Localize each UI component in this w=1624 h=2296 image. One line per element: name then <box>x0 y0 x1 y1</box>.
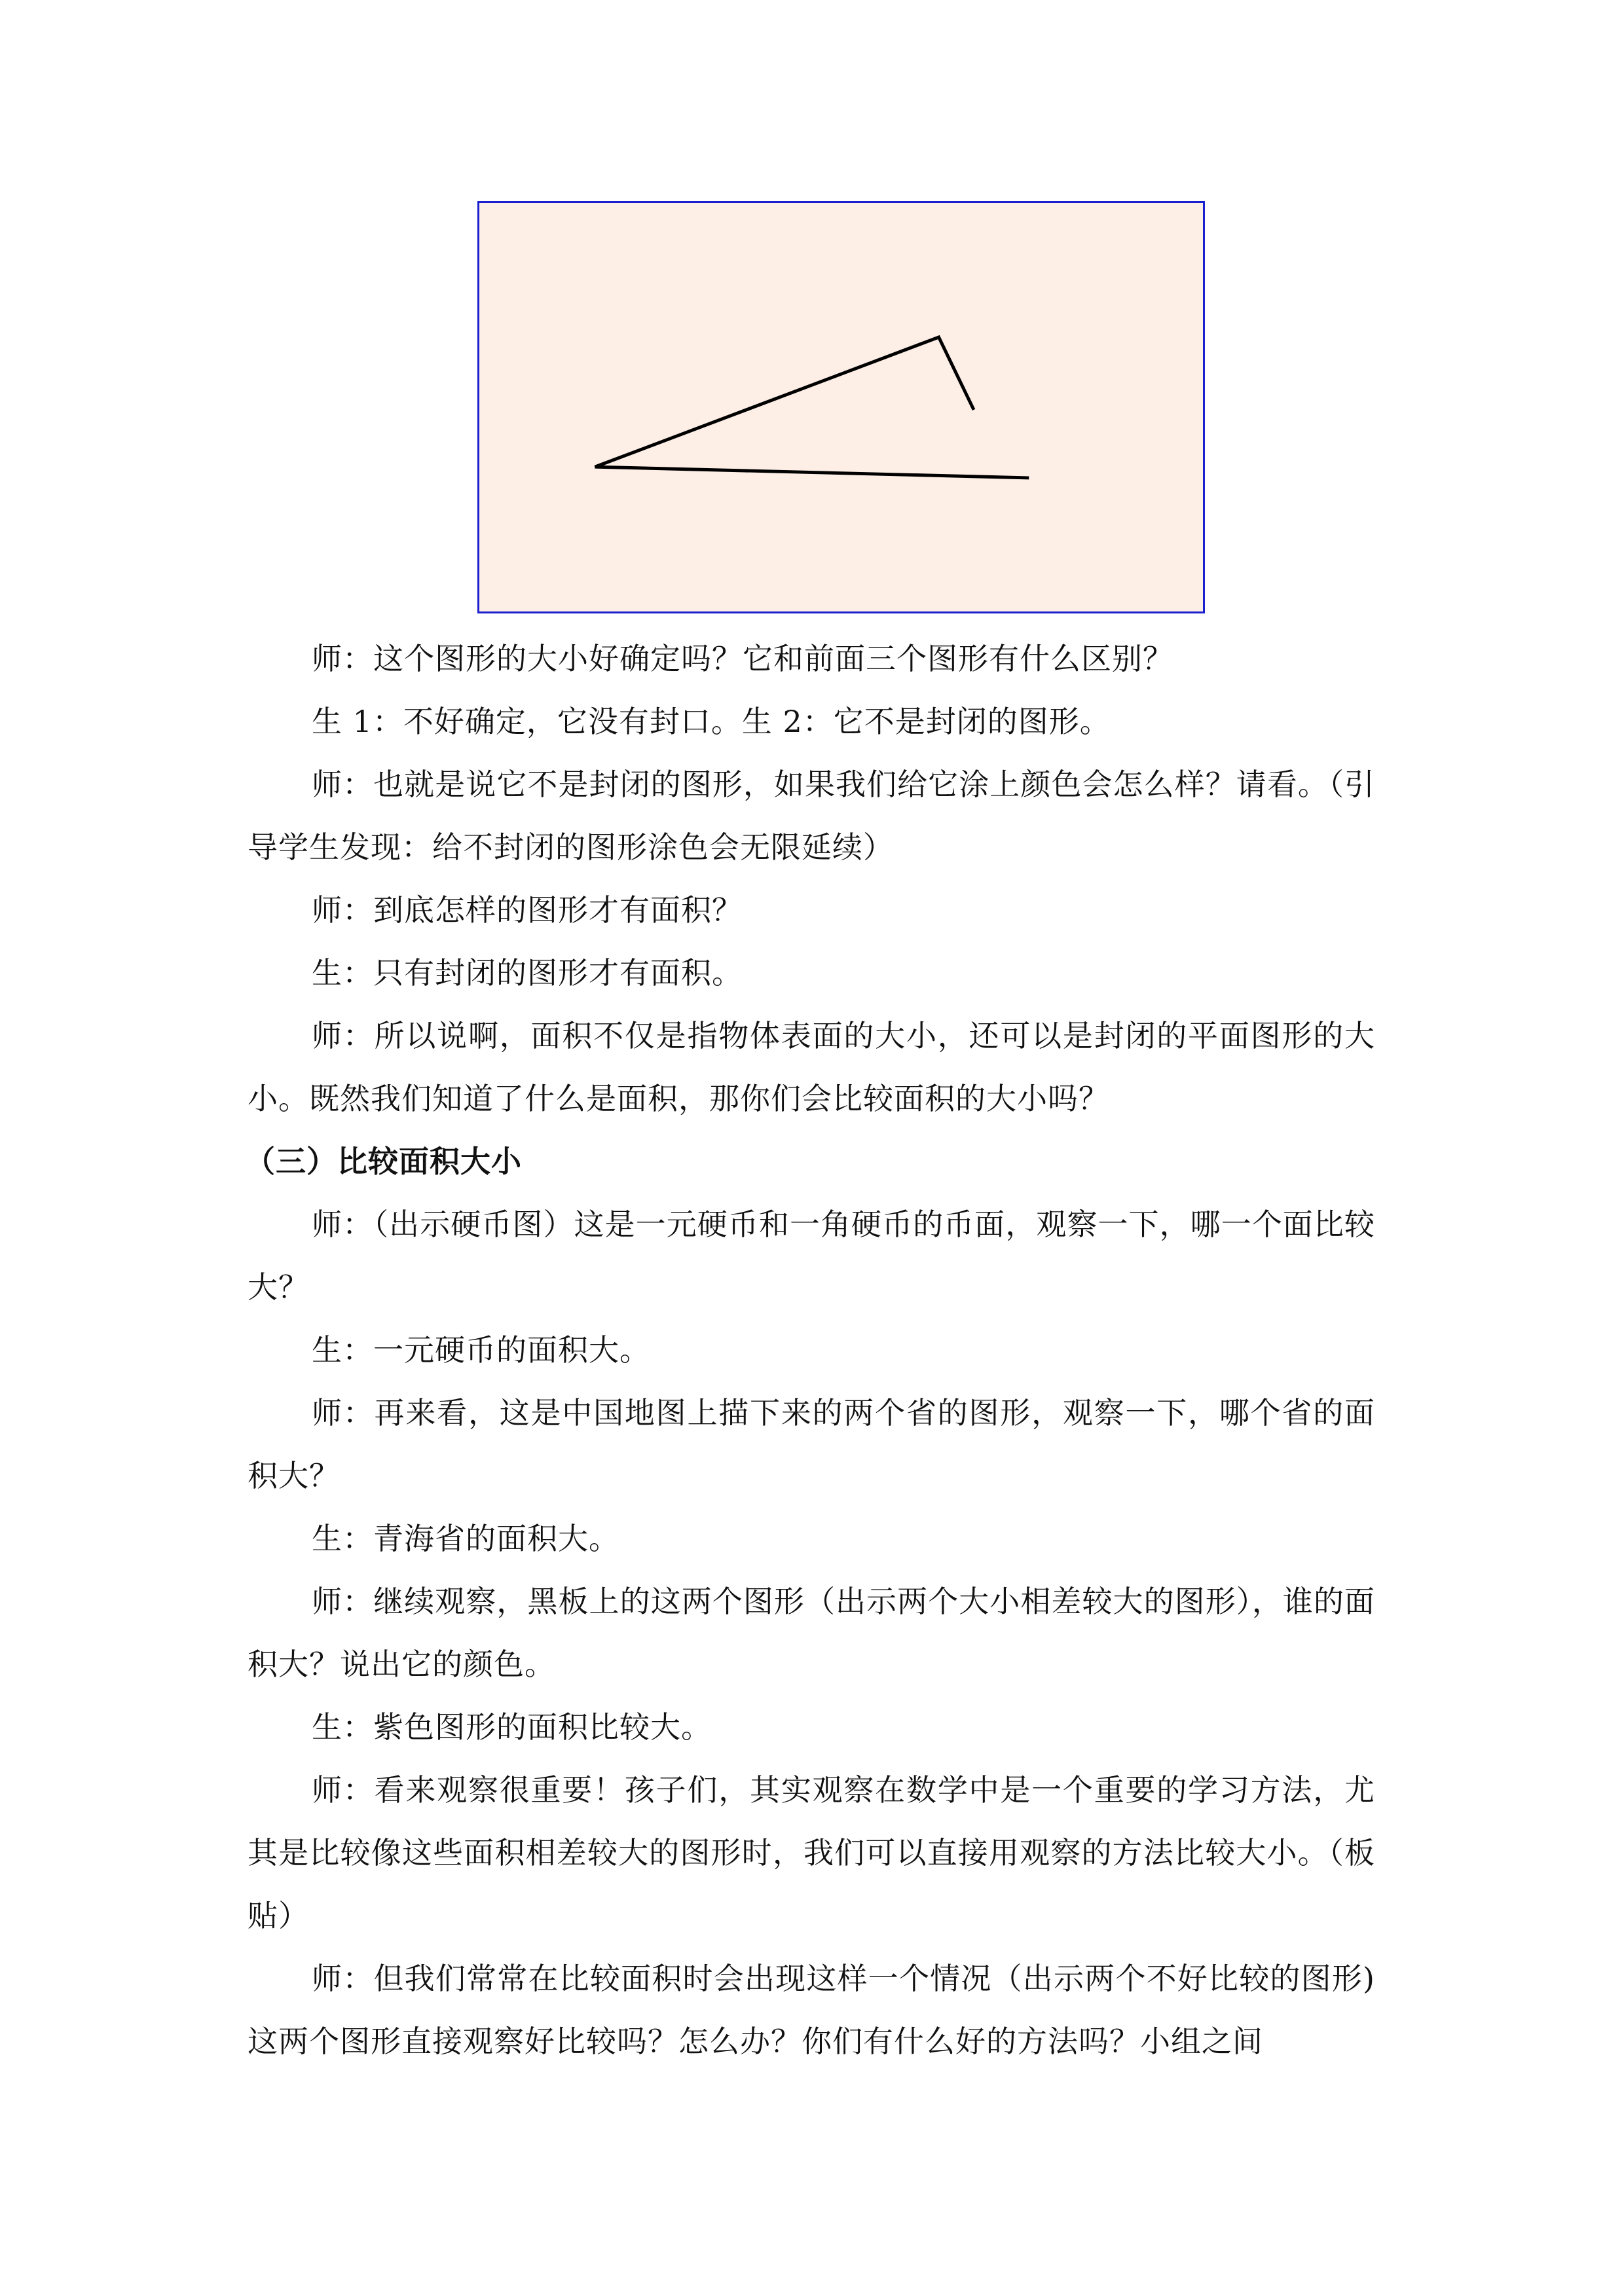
dialogue-paragraph: 生：只有封闭的图形才有面积。 <box>312 955 743 991</box>
dialogue-paragraph: 生：青海省的面积大。 <box>312 1521 619 1556</box>
dialogue-paragraph: 师：但我们常常在比较面积时会出现这样一个情况（出示两个不好比较的图形)这两个图形直接观察好比较吗？怎么办？你们有什么好的方法吗？小组之间 <box>248 1961 1375 2059</box>
section-heading: （三）比较面积大小 <box>245 1144 522 1179</box>
dialogue-paragraph: 师：所以说啊，面积不仅是指物体表面的大小，还可以是封闭的平面图形的大小。既然我们知道了什么是面积，那你们会比较面积的大小吗？ <box>248 1018 1375 1116</box>
dialogue-paragraph: 师：这个图形的大小好确定吗？它和前面三个图形有什么区别？ <box>312 641 1173 676</box>
dialogue-paragraph: 师：继续观察，黑板上的这两个图形（出示两个大小相差较大的图形），谁的面积大？说出它的颜色。 <box>248 1584 1375 1682</box>
lesson-transcript <box>245 627 1375 2073</box>
dialogue-paragraph: 师：看来观察很重要！孩子们，其实观察在数学中是一个重要的学习方法，尤其是比较像这些面积相差较大的图形时，我们可以直接用观察的方法比较大小。（板贴） <box>248 1772 1375 1933</box>
open-figure-illustration <box>477 201 1205 613</box>
dialogue-paragraph: 师：再来看，这是中国地图上描下来的两个省的图形，观察一下，哪个省的面积大？ <box>248 1395 1375 1493</box>
open-polyline-shape <box>595 337 1029 478</box>
dialogue-paragraph: 生：一元硬币的面积大。 <box>312 1332 650 1368</box>
dialogue-paragraph: 生 1：不好确定，它没有封口。生 2：它不是封闭的图形。 <box>312 704 1111 739</box>
dialogue-paragraph: 师：也就是说它不是封闭的图形，如果我们给它涂上颜色会怎么样？请看。（引导学生发现：给不封闭的图形涂色会无限延续） <box>248 767 1375 865</box>
open-shape-drawing <box>479 203 1203 611</box>
dialogue-paragraph: 师：（出示硬币图）这是一元硬币和一角硬币的币面，观察一下，哪一个面比较大？ <box>248 1207 1375 1305</box>
dialogue-paragraph: 师：到底怎样的图形才有面积？ <box>312 892 743 928</box>
dialogue-paragraph: 生：紫色图形的面积比较大。 <box>312 1709 712 1745</box>
